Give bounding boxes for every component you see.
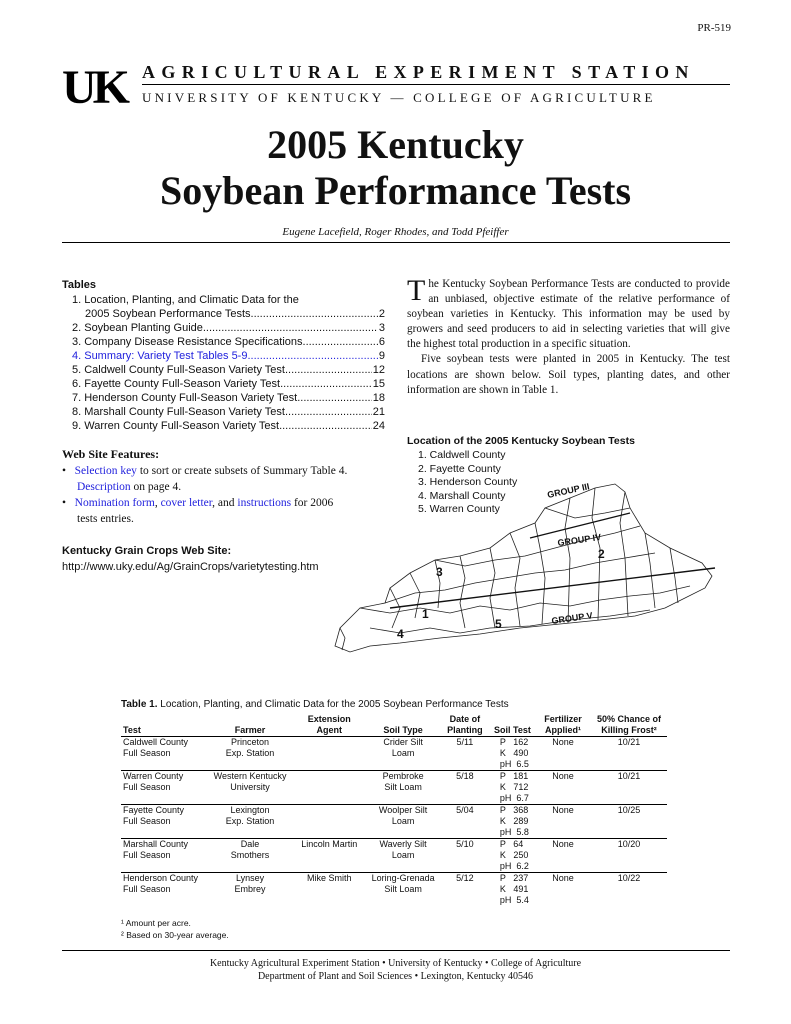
leader-dots bbox=[285, 363, 372, 377]
cell-line: pH 6.5 bbox=[499, 759, 529, 769]
table-header-row bbox=[121, 714, 667, 737]
table-row bbox=[121, 771, 667, 805]
cell-line: pH 5.4 bbox=[499, 895, 529, 905]
cell-line: Full Season bbox=[123, 748, 171, 758]
leader-dots bbox=[280, 377, 372, 391]
table-cell bbox=[121, 771, 208, 805]
toc-page: 3 bbox=[378, 322, 385, 334]
cell-line: 10/22 bbox=[617, 873, 641, 883]
cell-line: Henderson County bbox=[123, 873, 199, 883]
column-header: Fertilizer Applied¹ bbox=[544, 714, 582, 735]
cell-line: P 162 bbox=[499, 737, 529, 747]
location-item: 5. Warren County bbox=[418, 503, 500, 516]
table-cell bbox=[490, 839, 535, 873]
toc-page: 18 bbox=[372, 392, 385, 404]
web-feature-text: on page 4. bbox=[130, 481, 182, 493]
table-cell bbox=[535, 771, 591, 805]
toc-page: 12 bbox=[372, 364, 385, 376]
leader-dots bbox=[251, 307, 378, 321]
toc-item-2[interactable] bbox=[72, 321, 385, 335]
leader-dots bbox=[285, 405, 372, 419]
cell-line: Marshall County bbox=[123, 839, 189, 849]
cell-line: pH 6.2 bbox=[499, 861, 529, 871]
table-row bbox=[121, 873, 667, 907]
cell-line: Silt Loam bbox=[384, 782, 422, 792]
cell-line: K 491 bbox=[499, 884, 529, 894]
footer-rule bbox=[62, 950, 730, 951]
toc-item-5[interactable] bbox=[72, 363, 385, 377]
toc-item-1[interactable] bbox=[72, 293, 385, 307]
location-item: 2. Fayette County bbox=[418, 462, 501, 475]
toc-item-label: 6. Fayette County Full-Season Variety Test bbox=[72, 378, 281, 390]
toc-item-3[interactable] bbox=[72, 335, 385, 349]
tables-heading: Tables bbox=[62, 279, 97, 291]
cell-line: Embrey bbox=[234, 884, 266, 894]
toc-item-7[interactable] bbox=[72, 391, 385, 405]
column-header: Test bbox=[123, 725, 141, 735]
toc-item-label: 1. Location, Planting, and Climatic Data for the bbox=[72, 294, 299, 306]
table-cell bbox=[440, 873, 490, 907]
leader-dots bbox=[279, 419, 372, 433]
uk-logo bbox=[62, 63, 136, 107]
authors: Eugene Lacefield, Roger Rhodes, and Todd Pfeiffer bbox=[282, 226, 509, 238]
toc-page: 24 bbox=[372, 420, 385, 432]
table-cell bbox=[292, 805, 366, 839]
table-cell bbox=[535, 839, 591, 873]
separator-text: , and bbox=[212, 497, 238, 509]
column-header: Farmer bbox=[234, 725, 266, 735]
cell-line: Full Season bbox=[123, 884, 171, 894]
toc-item-label: 2. Soybean Planting Guide bbox=[72, 322, 203, 334]
cell-line: Full Season bbox=[123, 850, 171, 860]
cell-line: Full Season bbox=[123, 816, 171, 826]
location-marker-2: 2 bbox=[598, 547, 605, 561]
grain-crops-url[interactable]: http://www.uky.edu/Ag/GrainCrops/varietytesting.htm bbox=[62, 561, 319, 573]
cell-line: Loam bbox=[391, 850, 415, 860]
table1-caption-label: Table 1. bbox=[121, 699, 158, 710]
uk-logo-text: UK bbox=[62, 63, 126, 107]
table-cell bbox=[208, 737, 292, 771]
column-header: 50% Chance of Killing Frost² bbox=[596, 714, 662, 735]
intro-text bbox=[407, 274, 730, 398]
kentucky-map bbox=[330, 478, 730, 664]
leader-dots bbox=[303, 335, 378, 349]
footer-line-1: Kentucky Agricultural Experiment Station • University of Kentucky • College of Agriculture bbox=[209, 958, 582, 969]
cell-line: Loring-Grenada bbox=[371, 873, 435, 883]
table-of-contents bbox=[72, 293, 385, 433]
table-cell bbox=[591, 737, 667, 771]
map-heading: Location of the 2005 Kentucky Soybean Tests bbox=[407, 435, 635, 447]
cell-line: Lynsey bbox=[235, 873, 265, 883]
cell-line: 5/11 bbox=[456, 737, 474, 747]
table-cell bbox=[292, 839, 366, 873]
toc-page: 21 bbox=[372, 406, 385, 418]
column-header: Soil Test bbox=[494, 725, 531, 735]
bullet: • bbox=[62, 465, 75, 477]
location-marker-3: 3 bbox=[436, 565, 443, 579]
cell-line: K 712 bbox=[499, 782, 529, 792]
toc-item-8[interactable] bbox=[72, 405, 385, 419]
footer-line-2: Department of Plant and Soil Sciences • Lexington, Kentucky 40546 bbox=[257, 971, 534, 982]
cell-line: pH 6.7 bbox=[499, 793, 529, 803]
cell-line: Silt Loam bbox=[384, 884, 422, 894]
toc-item-label: 4. Summary: Variety Test Tables 5-9 bbox=[72, 350, 248, 362]
table-cell bbox=[366, 737, 440, 771]
group-label: GROUP V bbox=[550, 610, 594, 626]
cell-line: K 490 bbox=[499, 748, 529, 758]
table-cell bbox=[535, 737, 591, 771]
group-label: GROUP III bbox=[546, 481, 591, 500]
nomination-form-link[interactable]: Nomination form bbox=[74, 497, 155, 509]
cell-line: P 64 bbox=[499, 839, 524, 849]
toc-item-label: 3. Company Disease Resistance Specifications bbox=[72, 336, 303, 348]
column-header: Date of Planting bbox=[447, 714, 483, 735]
table-cell bbox=[366, 873, 440, 907]
cell-line: Pembroke bbox=[382, 771, 424, 781]
cell-line: Loam bbox=[391, 816, 415, 826]
separator-text: , bbox=[154, 497, 161, 509]
cell-line: None bbox=[552, 839, 574, 849]
toc-item-label: 2005 Soybean Performance Tests bbox=[85, 308, 251, 320]
table-cell bbox=[591, 805, 667, 839]
location-item: 1. Caldwell County bbox=[418, 449, 506, 461]
footnote-1: ¹ Amount per acre. bbox=[121, 918, 191, 928]
cell-line: Fayette County bbox=[123, 805, 185, 815]
table-cell bbox=[591, 873, 667, 907]
cell-line: Loam bbox=[391, 748, 415, 758]
cell-line: None bbox=[552, 873, 574, 883]
table-cell bbox=[490, 771, 535, 805]
cell-line: None bbox=[552, 771, 574, 781]
table-cell bbox=[535, 873, 591, 907]
station-name: AGRICULTURAL EXPERIMENT STATION bbox=[142, 62, 695, 82]
table-cell bbox=[440, 771, 490, 805]
location-marker-4: 4 bbox=[397, 627, 404, 641]
cell-line: Princeton bbox=[231, 737, 270, 747]
toc-item-label: 7. Henderson County Full-Season Variety Test bbox=[72, 392, 298, 404]
table-cell bbox=[121, 839, 208, 873]
cell-line: 10/20 bbox=[617, 839, 641, 849]
cell-line: 10/21 bbox=[617, 771, 641, 781]
table-cell bbox=[366, 839, 440, 873]
header-rule bbox=[142, 84, 730, 85]
table-cell bbox=[366, 805, 440, 839]
table-cell bbox=[490, 805, 535, 839]
cell-line: Lincoln Martin bbox=[301, 839, 358, 849]
table-cell bbox=[121, 737, 208, 771]
table-cell bbox=[366, 771, 440, 805]
table1-caption-text: Location, Planting, and Climatic Data for the 2005 Soybean Performance Tests bbox=[157, 699, 509, 710]
leader-dots bbox=[297, 391, 372, 405]
footnote-2: ² Based on 30-year average. bbox=[121, 930, 229, 940]
cell-line: Warren County bbox=[123, 771, 184, 781]
table-cell bbox=[591, 771, 667, 805]
instructions-link[interactable]: instructions bbox=[237, 497, 292, 509]
cell-line: P 368 bbox=[499, 805, 529, 815]
cell-line: 5/10 bbox=[456, 839, 474, 849]
table1-footnotes bbox=[121, 917, 229, 941]
cell-line: Crider Silt bbox=[383, 737, 423, 747]
drop-cap: T bbox=[407, 274, 426, 307]
column-header: Extension Agent bbox=[307, 714, 351, 735]
intro-p1-text: he Kentucky Soybean Performance Tests are conducted to provide an unbiased, objective estimate of the relative performance of soybean varieties in Kentucky. This information may be used by growers and seed producers to aid in selecting varieties that will give the highest total production in a specific situation. bbox=[407, 278, 730, 351]
toc-item-4-link[interactable] bbox=[72, 349, 385, 363]
cell-line: None bbox=[552, 805, 574, 815]
table-cell bbox=[440, 737, 490, 771]
cell-line: 10/21 bbox=[617, 737, 641, 747]
table-row bbox=[121, 805, 667, 839]
location-item: 4. Marshall County bbox=[418, 489, 506, 502]
cell-line: Western Kentucky bbox=[213, 771, 287, 781]
table-cell bbox=[440, 805, 490, 839]
cover-letter-link[interactable]: cover letter bbox=[160, 497, 213, 509]
table-cell bbox=[535, 805, 591, 839]
table-cell bbox=[490, 873, 535, 907]
document-id: PR-519 bbox=[697, 22, 731, 34]
location-marker-1: 1 bbox=[422, 607, 429, 621]
table1 bbox=[121, 714, 667, 906]
toc-page: 2 bbox=[378, 308, 385, 320]
toc-item-label: 8. Marshall County Full-Season Variety Test bbox=[72, 406, 285, 418]
leader-dots bbox=[247, 349, 377, 363]
cell-line: 5/18 bbox=[456, 771, 474, 781]
cell-line: 5/04 bbox=[456, 805, 474, 815]
cell-line: Mike Smith bbox=[307, 873, 352, 883]
toc-page: 9 bbox=[378, 350, 385, 362]
table-cell bbox=[440, 839, 490, 873]
column-header: Soil Type bbox=[383, 725, 423, 735]
toc-item-6[interactable] bbox=[72, 377, 385, 391]
cell-line: Lexington bbox=[230, 805, 270, 815]
toc-item-9[interactable] bbox=[72, 419, 385, 433]
cell-line: P 181 bbox=[499, 771, 529, 781]
intro-paragraph-1 bbox=[407, 274, 730, 352]
selection-key-link[interactable]: Selection key bbox=[74, 465, 137, 477]
page-footer bbox=[0, 957, 791, 983]
toc-item-label: 9. Warren County Full-Season Variety Test bbox=[72, 420, 280, 432]
table-cell bbox=[591, 839, 667, 873]
cell-line: Exp. Station bbox=[225, 816, 275, 826]
table1-body bbox=[121, 737, 667, 907]
cell-line: Woolper Silt bbox=[378, 805, 428, 815]
university-name: UNIVERSITY OF KENTUCKY — COLLEGE OF AGRICULTURE bbox=[142, 90, 656, 105]
description-link[interactable]: Description bbox=[77, 481, 131, 493]
title-line-2: Soybean Performance Tests bbox=[159, 168, 632, 213]
table1-caption bbox=[121, 699, 509, 710]
bullet: • bbox=[62, 497, 75, 509]
cell-line: K 289 bbox=[499, 816, 529, 826]
cell-line: pH 5.8 bbox=[499, 827, 529, 837]
table-cell bbox=[208, 839, 292, 873]
title-rule bbox=[62, 242, 730, 243]
table-cell bbox=[121, 873, 208, 907]
leader-dots bbox=[203, 321, 378, 335]
table-cell bbox=[121, 805, 208, 839]
location-marker-5: 5 bbox=[495, 617, 502, 631]
cell-line: University bbox=[230, 782, 270, 792]
cell-line: Smothers bbox=[230, 850, 270, 860]
web-feature-text: for 2006 bbox=[291, 497, 334, 509]
cell-line: 10/25 bbox=[617, 805, 641, 815]
table-row bbox=[121, 839, 667, 873]
toc-page: 15 bbox=[372, 378, 385, 390]
table-cell bbox=[208, 873, 292, 907]
table-cell bbox=[208, 805, 292, 839]
cell-line: Exp. Station bbox=[225, 748, 275, 758]
page-title bbox=[0, 122, 791, 214]
web-feature-text: to sort or create subsets of Summary Table 4. bbox=[136, 465, 348, 477]
cell-line: Caldwell County bbox=[123, 737, 189, 747]
title-line-1: 2005 Kentucky bbox=[267, 122, 524, 167]
county-boundaries bbox=[335, 484, 712, 652]
table-cell bbox=[292, 873, 366, 907]
cell-line: P 237 bbox=[499, 873, 529, 883]
toc-page: 6 bbox=[378, 336, 385, 348]
cell-line: K 250 bbox=[499, 850, 529, 860]
cell-line: None bbox=[552, 737, 574, 747]
group-label: GROUP IV bbox=[556, 531, 602, 548]
grain-crops-heading: Kentucky Grain Crops Web Site: bbox=[62, 545, 232, 557]
cell-line: Waverly Silt bbox=[379, 839, 427, 849]
table-row bbox=[121, 737, 667, 771]
web-feature-text: tests entries. bbox=[77, 513, 134, 525]
toc-item-label: 5. Caldwell County Full-Season Variety Test bbox=[72, 364, 285, 376]
table-cell bbox=[490, 737, 535, 771]
cell-line: Dale bbox=[240, 839, 260, 849]
table-cell bbox=[292, 771, 366, 805]
cell-line: Full Season bbox=[123, 782, 171, 792]
table-cell bbox=[208, 771, 292, 805]
cell-line: 5/12 bbox=[456, 873, 474, 883]
table-cell bbox=[292, 737, 366, 771]
web-features-heading: Web Site Features: bbox=[62, 447, 160, 461]
toc-item-1-cont[interactable] bbox=[72, 307, 385, 321]
location-item: 3. Henderson County bbox=[418, 476, 518, 489]
intro-paragraph-2: Five soybean tests were planted in 2005 in Kentucky. The test locations are shown below. Soil types, planting dates, and other information are shown in Table 1. bbox=[407, 353, 730, 396]
